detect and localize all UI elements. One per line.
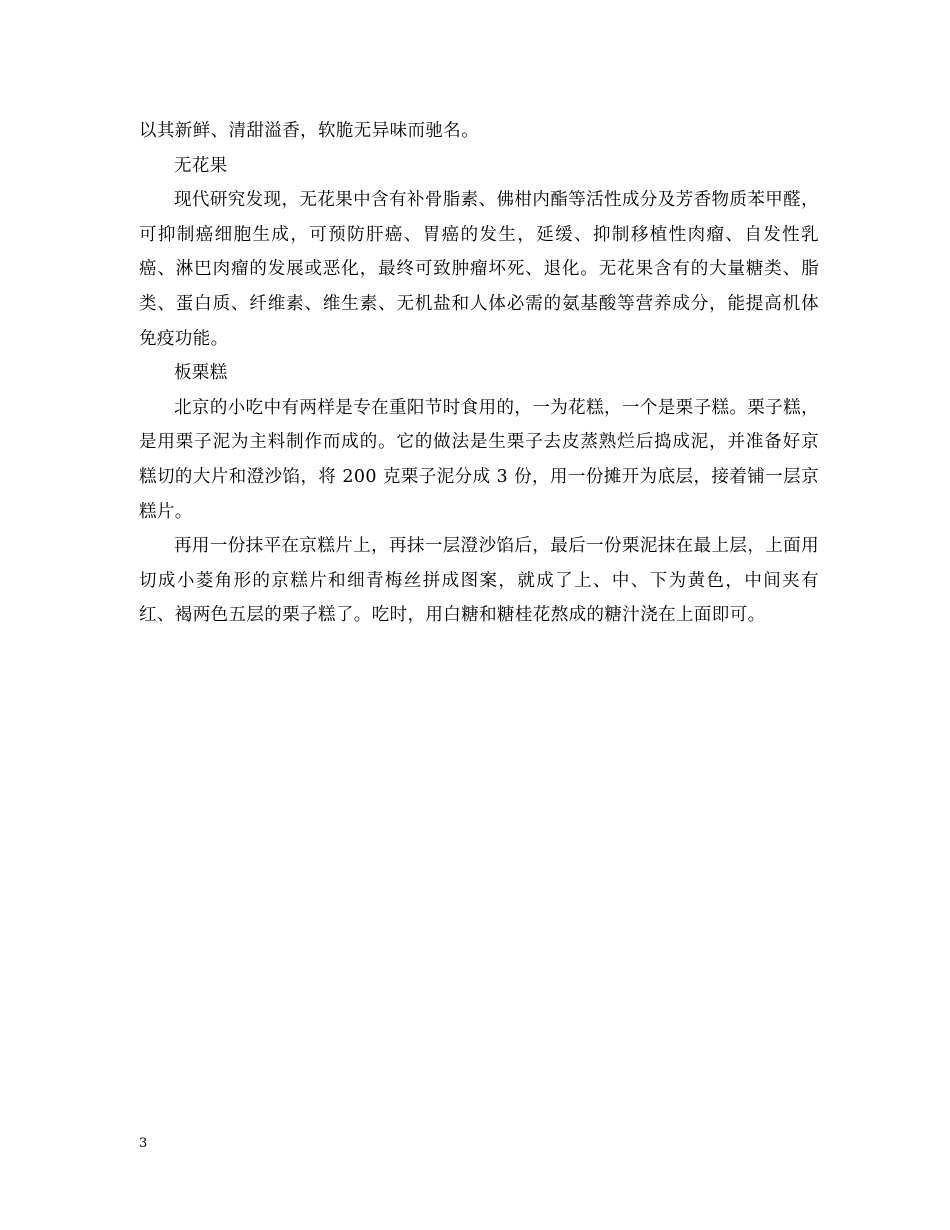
paragraph-chestnut-cake-2: 再用一份抹平在京糕片上，再抹一层澄沙馅后，最后一份栗泥抹在最上层，上面用切成小菱角形的京糕片和细青梅丝拼成图案，就成了上、中、下为黄色，中间夹有红、褐两色五层的栗子糕了。吃时，用白糖和糖桂花熬成的糖汁浇在上面即可。	[139, 536, 819, 626]
section-heading-chestnut-cake: 板栗糕	[174, 363, 228, 384]
paragraph-continuation: 以其新鲜、清甜溢香，软脆无异味而驰名。	[139, 121, 480, 141]
page-number: 3	[139, 1136, 148, 1151]
section-heading-fig: 无花果	[174, 155, 228, 176]
paragraph-fig: 现代研究发现，无花果中含有补骨脂素、佛柑内酯等活性成分及芳香物质苯甲醛，可抑制癌细胞生成，可预防肝癌、胃癌的发生，延缓、抑制移植性肉瘤、自发性乳癌、淋巴肉瘤的发展或恶化，最终可致肿瘤坏死、退化。无花果含有的大量糖类、脂类、蛋白质、纤维素、维生素、无机盐和人体必需的氨基酸等营养成分，能提高机体免疫功能。	[139, 190, 819, 349]
document-body	[139, 114, 819, 633]
paragraph-chestnut-cake-1: 北京的小吃中有两样是专在重阳节时食用的，一为花糕，一个是栗子糕。栗子糕，是用栗子泥为主料制作而成的。它的做法是生栗子去皮蒸熟烂后捣成泥，并准备好京糕切的大片和澄沙馅，将 200 克栗子泥分成 3 份，用一份摊开为底层，接着铺一层京糕片。	[139, 397, 819, 522]
